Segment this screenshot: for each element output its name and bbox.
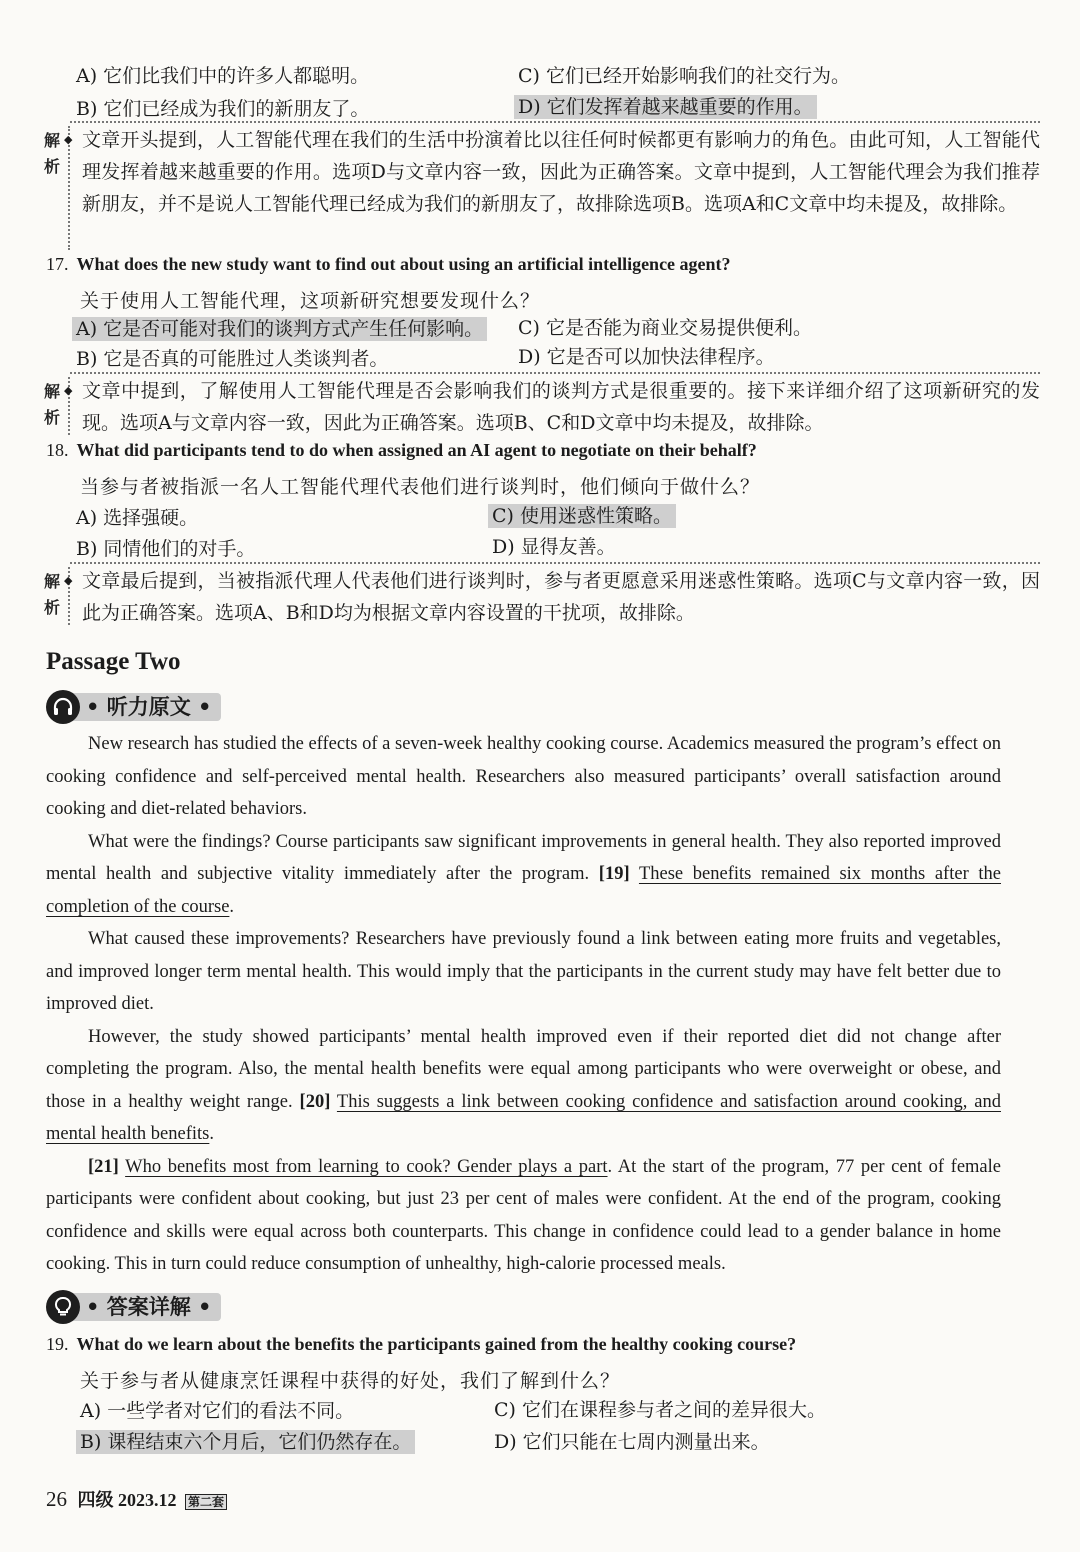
transcript-label [46, 690, 221, 724]
analysis-tag: 解析 [44, 131, 61, 176]
q18-option-a: A) 选择强硬。 [76, 507, 199, 529]
q18-option-d: D) 显得友善。 [492, 536, 616, 558]
q19-chinese: 关于参与者从健康烹饪课程中获得的好处，我们了解到什么？ [80, 1370, 621, 1392]
analysis-17 [40, 375, 1040, 437]
answers-label [46, 1290, 221, 1324]
passage-paragraph-2: What were the findings? Course participants saw significant improvements in general health. They also reported improved mental health and subjective vitality immediately after the program. [19] These benefits remained six months after the completion of the course. [46, 831, 1001, 917]
answer-20-underline: This suggests a link between cooking confidence and satisfaction around cooking, and mental health benefits [46, 1091, 1001, 1144]
q17-chinese: 关于使用人工智能代理，这项新研究想要发现什么？ [80, 290, 541, 312]
q17-option-b: B) 它是否真的可能胜过人类谈判者。 [76, 348, 389, 370]
answer-19-underline: These benefits remained six months after the completion of the course [46, 864, 1001, 917]
passage-paragraph-3: What caused these improvements? Researchers have previously found a link between eating more fruits and vegetables, and improved longer term mental health. This would imply that the participants in the current study may have felt better due to improved diet. [46, 929, 1001, 1014]
q19-title: 19. What do we learn about the benefits the participants gained from the healthy cooking course? [46, 1334, 797, 1354]
q19-option-d: D) 它们只能在七周内测量出来。 [494, 1431, 770, 1453]
lightbulb-icon [46, 1290, 80, 1324]
passage-paragraph-5: [21] Who benefits most from learning to cook? Gender plays a part. At the start of the program, 77 per cent of female participants were confident about cooking, but just 23 per cent of males were confident. At the end of the program, cooking confidence and skills were equal across both counterparts. This change in confidence could lead to a gender balance in home cooking. This in turn could reduce consumption of unhealthy, high-calorie processed meals. [46, 1156, 1001, 1274]
q17-answer-highlight: A) 它是否可能对我们的谈判方式产生任何影响。 [72, 317, 487, 341]
q19-option-a: A) 一些学者对它们的看法不同。 [80, 1400, 355, 1422]
q16-option-b: B) 它们已经成为我们的新朋友了。 [76, 98, 370, 120]
analysis-16 [40, 124, 1040, 252]
page-footer [46, 1486, 227, 1512]
analysis-17-text: 文章中提到，了解使用人工智能代理是否会影响我们的谈判方式是很重要的。接下来详细介绍了这项新研究的发现。选项A与文章内容一致，因此为正确答案。选项B、C和D文章中均未提及，故排除。 [82, 380, 1040, 434]
transcript-label-text: • 听力原文 • [68, 693, 221, 721]
q16-option-c: C) 它们已经开始影响我们的社交行为。 [518, 65, 850, 87]
analysis-tag: 解析 [44, 572, 61, 617]
passage-paragraph-4: However, the study showed participants’ mental health improved even if their reported diet did not change after completing the program. Also, the mental health benefits were equal among participants who were overweight or obese, and those in a healthy weight range. [20] This suggests a link between cooking confidence and satisfaction around cooking, and mental health benefits. [46, 1026, 1001, 1144]
passage-title: Passage Two [46, 648, 181, 675]
q16-answer-highlight: D) 它们发挥着越来越重要的作用。 [514, 95, 817, 119]
answers-label-text: • 答案详解 • [68, 1293, 221, 1321]
q16-option-d [514, 93, 817, 121]
q17-option-a [72, 315, 487, 343]
q18-chinese: 当参与者被指派一名人工智能代理代表他们进行谈判时，他们倾向于做什么？ [80, 476, 761, 498]
q17-option-c: C) 它是否能为商业交易提供便利。 [518, 317, 812, 339]
q18-answer-highlight: C) 使用迷惑性策略。 [488, 504, 676, 528]
q17-title: 17. What does the new study want to find out about using an artificial intelligence agent? [46, 254, 731, 274]
analysis-18-text: 文章最后提到，当被指派代理人代表他们进行谈判时，参与者更愿意采用迷惑性策略。选项C与文章内容一致，因此为正确答案。选项A、B和D均为根据文章内容设置的干扰项，故排除。 [82, 570, 1040, 624]
analysis-18 [40, 565, 1040, 627]
diamond-bullet-icon: ◆ [64, 384, 73, 397]
q16-option-a: A) 它们比我们中的许多人都聪明。 [76, 65, 370, 87]
passage-body [46, 728, 1001, 1281]
q18-title: 18. What did participants tend to do when assigned an AI agent to negotiate on their behalf? [46, 440, 757, 460]
q18-option-c [488, 502, 676, 530]
q19-answer-highlight: B) 课程结束六个月后，它们仍然存在。 [76, 1430, 415, 1454]
passage-paragraph-1: New research has studied the effects of a seven-week healthy cooking course. Academics measured the program’s effect on cooking confidence and self-perceived mental health. Researchers also measured participants’ overall satisfaction around cooking and diet-related behaviors. [46, 734, 1001, 819]
footer-text: 四级 2023.12 [77, 1490, 177, 1510]
answer-21-underline: Who benefits most from learning to cook? Gender plays a part [125, 1156, 608, 1177]
q17-option-d: D) 它是否可以加快法律程序。 [518, 346, 775, 368]
analysis-16-text: 文章开头提到，人工智能代理在我们的生活中扮演着比以往任何时候都更有影响力的角色。由此可知，人工智能代理发挥着越来越重要的作用。选项D与文章内容一致，因此为正确答案。文章中提到，人工智能代理会为我们推荐新朋友，并不是说人工智能代理已经成为我们的新朋友了，故排除选项B。选项A和C文章中均未提及，故排除。 [82, 129, 1040, 215]
q19-option-b [76, 1428, 415, 1456]
footer-box: 第二套 [185, 1494, 227, 1510]
page-number: 26 [46, 1487, 67, 1511]
analysis-tag: 解析 [44, 382, 61, 427]
q18-option-b: B) 同情他们的对手。 [76, 538, 256, 560]
q19-option-c: C) 它们在课程参与者之间的差异很大。 [494, 1399, 826, 1421]
headphones-icon [46, 690, 80, 724]
diamond-bullet-icon: ◆ [64, 133, 73, 146]
diamond-bullet-icon: ◆ [64, 574, 73, 587]
